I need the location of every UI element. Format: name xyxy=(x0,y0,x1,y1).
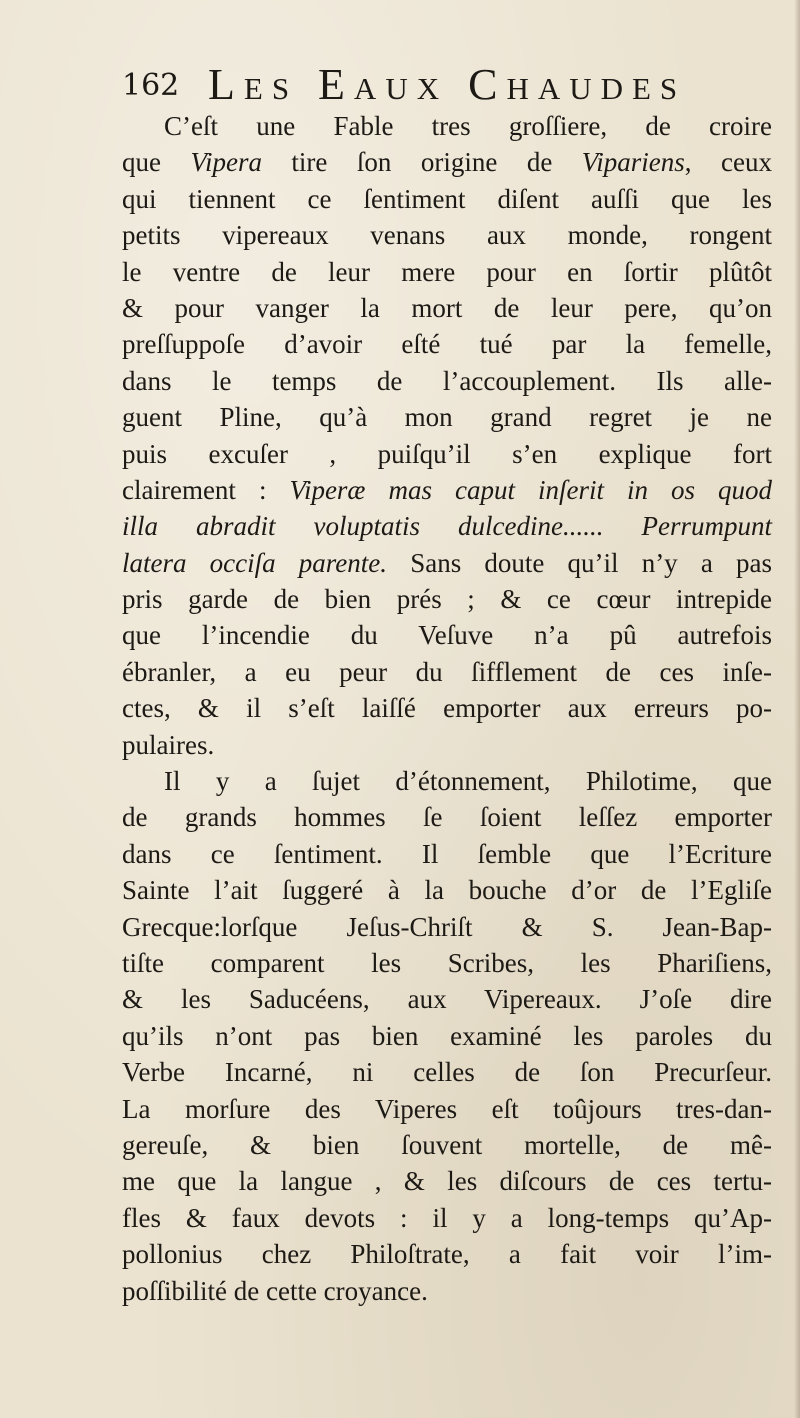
text-line xyxy=(122,326,772,362)
text-run: dans le temps de l’accouplement. Ils alle- xyxy=(122,365,772,396)
text-line xyxy=(122,144,772,180)
text-line xyxy=(122,1127,772,1163)
text-run: , ceux xyxy=(684,147,772,178)
text-line xyxy=(122,436,772,472)
italic-text: Viperæ mas caput inſerit in os quod xyxy=(289,474,772,505)
text-run: qu’ils n’ont pas bien examiné les paroles du xyxy=(122,1020,772,1051)
text-run: puis excuſer , puiſqu’il s’en explique fort xyxy=(122,438,772,469)
text-line xyxy=(122,1091,772,1127)
text-line xyxy=(122,1163,772,1199)
italic-text: Vipera xyxy=(190,147,262,178)
text-run: & pour vanger la mort de leur pere, qu’on xyxy=(122,292,772,323)
text-run: La morſure des Viperes eſt toûjours tres-dan- xyxy=(122,1093,772,1124)
text-run: Sans doute qu’il n’y a pas xyxy=(387,547,772,578)
text-line xyxy=(122,217,772,253)
text-run: guent Pline, qu’à mon grand regret je ne xyxy=(122,402,772,433)
text-line xyxy=(122,909,772,945)
text-run: petits vipereaux venans aux monde, rongent xyxy=(122,220,772,251)
text-run: tiſte comparent les Scribes, les Phariſiens, xyxy=(122,947,772,978)
running-title: Les Eaux Chaudes xyxy=(208,60,687,109)
text-line xyxy=(122,399,772,435)
text-line xyxy=(122,508,772,544)
page-number: 162 xyxy=(122,68,180,103)
paragraph xyxy=(122,108,772,763)
italic-text: Vipariens xyxy=(581,147,685,178)
italic-text: illa abradit voluptatis dulcedine...... Perrumpunt xyxy=(122,511,772,542)
text-line xyxy=(122,254,772,290)
text-line xyxy=(122,1018,772,1054)
text-run: le ventre de leur mere pour en ſortir plûtôt xyxy=(122,256,772,287)
text-run: poſſibilité de cette croyance. xyxy=(122,1275,428,1306)
text-run: Il y a ſujet d’étonnement, Philotime, que xyxy=(164,766,772,797)
text-line xyxy=(122,581,772,617)
text-line xyxy=(122,472,772,508)
text-line xyxy=(122,181,772,217)
text-run: & les Saducéens, aux Vipereaux. J’oſe dire xyxy=(122,984,772,1015)
text-line xyxy=(122,872,772,908)
text-line xyxy=(122,727,772,763)
text-run: clairement : xyxy=(122,474,290,505)
text-run: tire ſon origine de xyxy=(261,147,582,178)
text-line xyxy=(122,617,772,653)
text-line xyxy=(122,290,772,326)
text-line xyxy=(122,836,772,872)
text-line xyxy=(122,363,772,399)
text-line xyxy=(122,690,772,726)
text-run: pris garde de bien prés ; & ce cœur intrepide xyxy=(122,584,772,615)
page-edge-shadow xyxy=(794,0,800,1418)
text-run: gereuſe, & bien ſouvent mortelle, de mê- xyxy=(122,1129,772,1160)
page-header xyxy=(122,58,722,108)
text-run: Sainte l’ait ſuggeré à la bouche d’or de l’Egliſe xyxy=(122,875,772,906)
text-run: me que la langue , & les diſcours de ces tertu- xyxy=(122,1166,772,1197)
text-run: C’eſt une Fable tres groſſiere, de croire xyxy=(164,111,772,141)
text-line xyxy=(122,654,772,690)
text-line xyxy=(122,545,772,581)
text-run: qui tiennent ce ſentiment diſent auſſi que les xyxy=(122,183,772,214)
text-run: pollonius chez Philoſtrate, a fait voir l’im- xyxy=(122,1239,772,1270)
text-run: ébranler, a eu peur du ſifflement de ces inſe- xyxy=(122,656,772,687)
text-run: Verbe Incarné, ni celles de ſon Precurſeur. xyxy=(122,1057,772,1088)
text-line xyxy=(122,981,772,1017)
text-run: pulaires. xyxy=(122,729,215,760)
text-run: fles & faux devots : il y a long-temps qu’Ap- xyxy=(122,1202,772,1233)
text-line xyxy=(122,1054,772,1090)
text-line xyxy=(122,1200,772,1236)
text-run: que xyxy=(122,147,191,178)
text-run: de grands hommes ſe ſoient leſſez emporter xyxy=(122,802,772,833)
text-line xyxy=(122,799,772,835)
text-run: que l’incendie du Veſuve n’a pû autrefois xyxy=(122,620,772,651)
text-run: Grecque:lorſque Jeſus-Chriſt & S. Jean-Bap- xyxy=(122,911,772,942)
paragraph xyxy=(122,763,772,1309)
text-line xyxy=(122,945,772,981)
italic-text: latera occiſa parente. xyxy=(122,547,388,578)
text-line xyxy=(122,763,772,799)
text-run: dans ce ſentiment. Il ſemble que l’Ecriture xyxy=(122,838,772,869)
text-line xyxy=(122,108,772,144)
text-run: ctes, & il s’eſt laiſſé emporter aux erreurs po- xyxy=(122,693,772,724)
body-text xyxy=(122,108,772,1309)
text-line xyxy=(122,1273,772,1309)
text-run: preſſuppoſe d’avoir eſté tué par la femelle, xyxy=(122,329,772,360)
text-line xyxy=(122,1236,772,1272)
